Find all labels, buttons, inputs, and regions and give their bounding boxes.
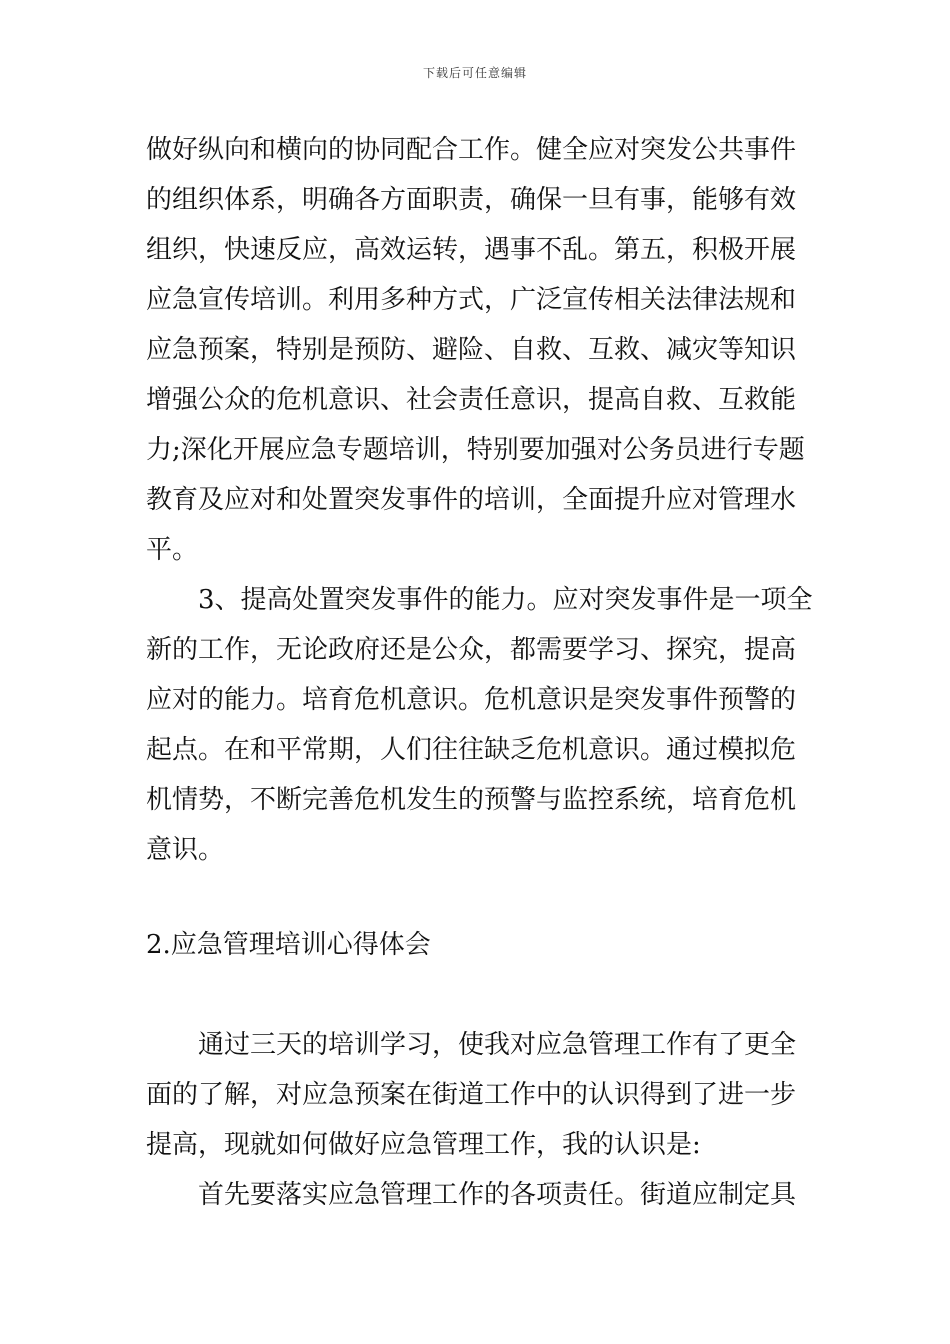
paragraph-response-capability — [146, 575, 813, 875]
text-line: 3、提高处置突发事件的能力。应对突发事件是一项全 — [198, 585, 813, 615]
text-line: 组织，快速反应，高效运转，遇事不乱。第五，积极开展 — [146, 235, 797, 265]
text-line: 应对的能力。培育危机意识。危机意识是突发事件预警的 — [146, 685, 797, 715]
text-line: 首先要落实应急管理工作的各项责任。街道应制定具 — [198, 1180, 797, 1210]
text-line: 增强公众的危机意识、社会责任意识，提高自救、互救能 — [146, 385, 797, 415]
text-line: 做好纵向和横向的协同配合工作。健全应对突发公共事件 — [146, 135, 797, 165]
paragraph-emergency-training — [146, 125, 806, 575]
text-line: 平。 — [146, 535, 199, 565]
section-heading — [146, 920, 806, 970]
text-line: 机情势，不断完善危机发生的预警与监控系统，培育危机 — [146, 785, 797, 815]
text-line: 应急预案，特别是预防、避险、自救、互救、减灾等知识 — [146, 335, 797, 365]
text-line: 的组织体系，明确各方面职责，确保一旦有事，能够有效 — [146, 185, 797, 215]
text-line: 通过三天的培训学习，使我对应急管理工作有了更全 — [198, 1030, 797, 1060]
text-line: 起点。在和平常期，人们往往缺乏危机意识。通过模拟危 — [146, 735, 797, 765]
page-header-note: 下载后可任意编辑 — [422, 66, 527, 80]
text-line: 应急宣传培训。利用多种方式，广泛宣传相关法律法规和 — [146, 285, 797, 315]
paragraph-training-reflection — [146, 1020, 806, 1220]
text-line: 新的工作，无论政府还是公众，都需要学习、探究，提高 — [146, 635, 797, 665]
text-line: 提高，现就如何做好应急管理工作，我的认识是: — [146, 1130, 701, 1160]
text-line: 面的了解，对应急预案在街道工作中的认识得到了进一步 — [146, 1080, 797, 1110]
section-heading-text: 2.应急管理培训心得体会 — [146, 930, 431, 960]
text-line: 教育及应对和处置突发事件的培训，全面提升应对管理水 — [146, 485, 797, 515]
text-line: 力;深化开展应急专题培训，特别要加强对公务员进行专题 — [146, 435, 805, 465]
text-line: 意识。 — [146, 835, 225, 865]
